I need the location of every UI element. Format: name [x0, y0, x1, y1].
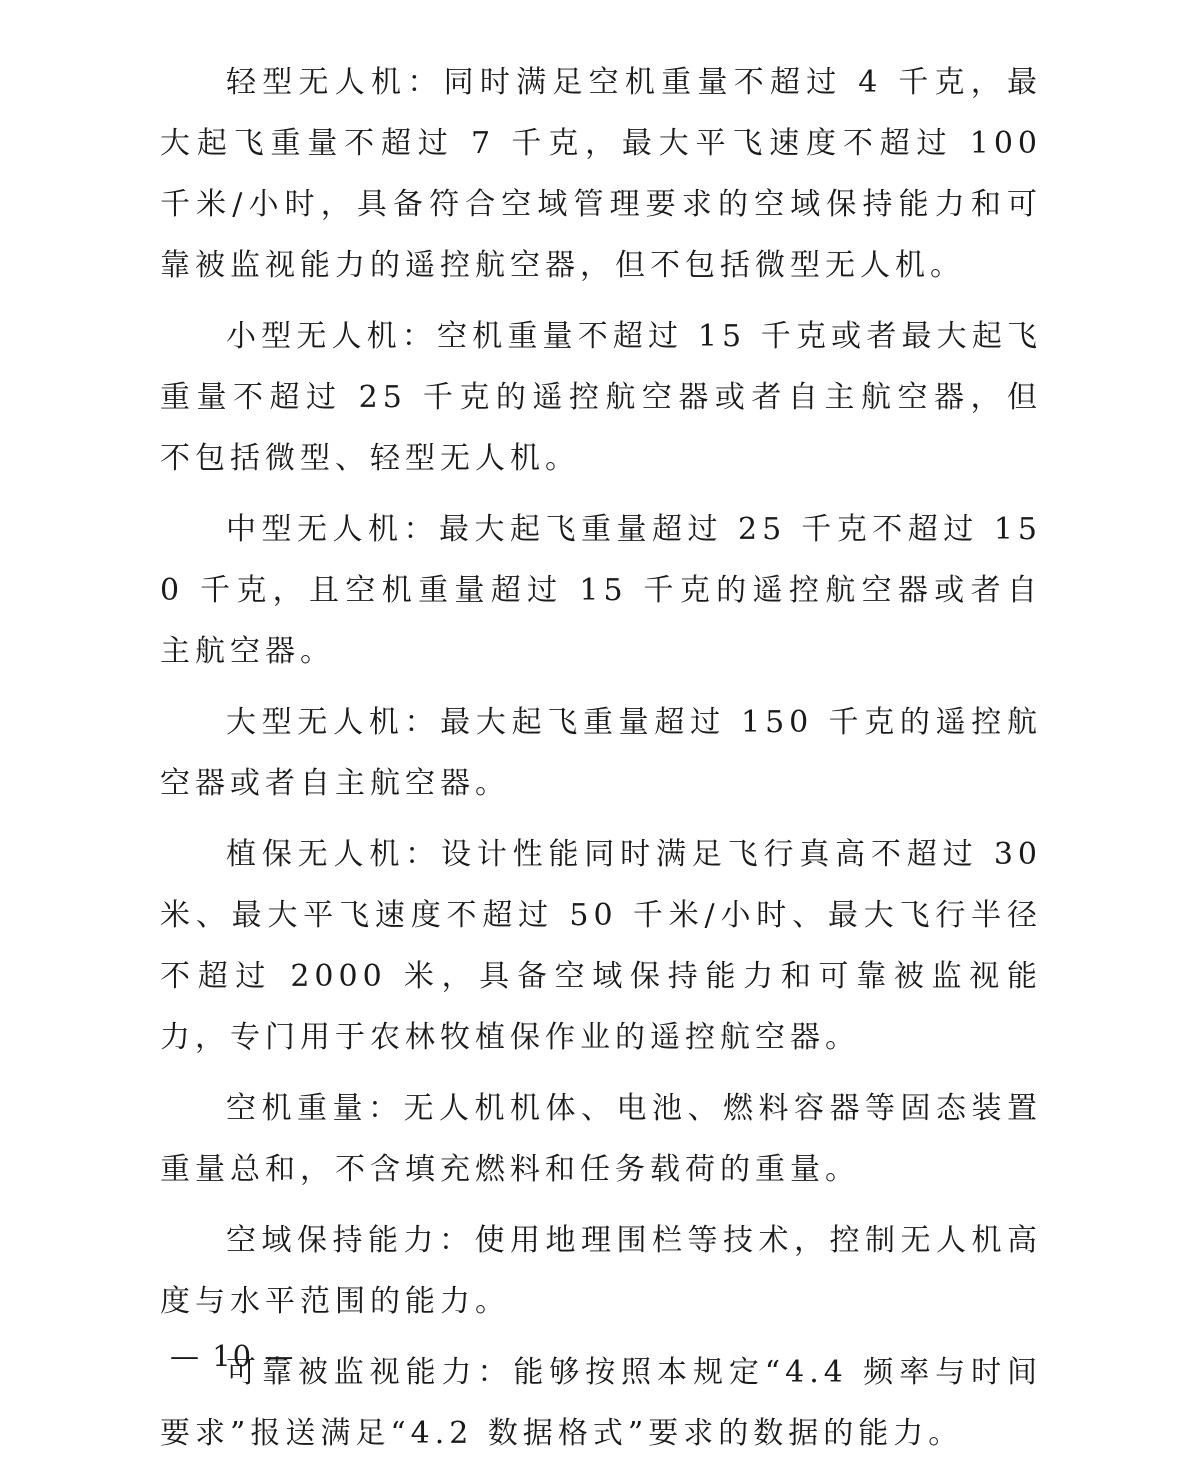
- paragraph-light-drone: 轻型无人机：同时满足空机重量不超过 4 千克，最大起飞重量不超过 7 千克，最大平飞速度不超过 100 千米/小时，具备符合空域管理要求的空域保持能力和可靠被监视能力的遥控航空器，但不包括微型无人机。: [160, 65, 1042, 283]
- paragraph-crop-protection-drone: 植保无人机：设计性能同时满足飞行真高不超过 30 米、最大平飞速度不超过 50 千米/小时、最大飞行半径不超过 2000 米，具备空域保持能力和可靠被监视能力，专门用于农林牧植保作业的遥控航空器。: [160, 837, 1042, 1055]
- paragraph-large-drone: 大型无人机：最大起飞重量超过 150 千克的遥控航空器或者自主航空器。: [160, 705, 1042, 801]
- body-text: [160, 52, 1042, 1474]
- paragraph-airspace-keeping: 空域保持能力：使用地理围栏等技术，控制无人机高度与水平范围的能力。: [160, 1223, 1042, 1319]
- page-number: — 10 —: [170, 1339, 296, 1373]
- paragraph-small-drone: 小型无人机：空机重量不超过 15 千克或者最大起飞重量不超过 25 千克的遥控航空器或者自主航空器，但不包括微型、轻型无人机。: [160, 319, 1042, 476]
- paragraph-empty-weight: 空机重量：无人机机体、电池、燃料容器等固态装置重量总和，不含填充燃料和任务载荷的重量。: [160, 1091, 1042, 1187]
- paragraph-medium-drone: 中型无人机：最大起飞重量超过 25 千克不超过 150 千克，且空机重量超过 15 千克的遥控航空器或者自主航空器。: [160, 512, 1042, 669]
- paragraph-reliable-monitoring: 可靠被监视能力：能够按照本规定“4.4 频率与时间要求”报送满足“4.2 数据格式”要求的数据的能力。: [160, 1355, 1042, 1451]
